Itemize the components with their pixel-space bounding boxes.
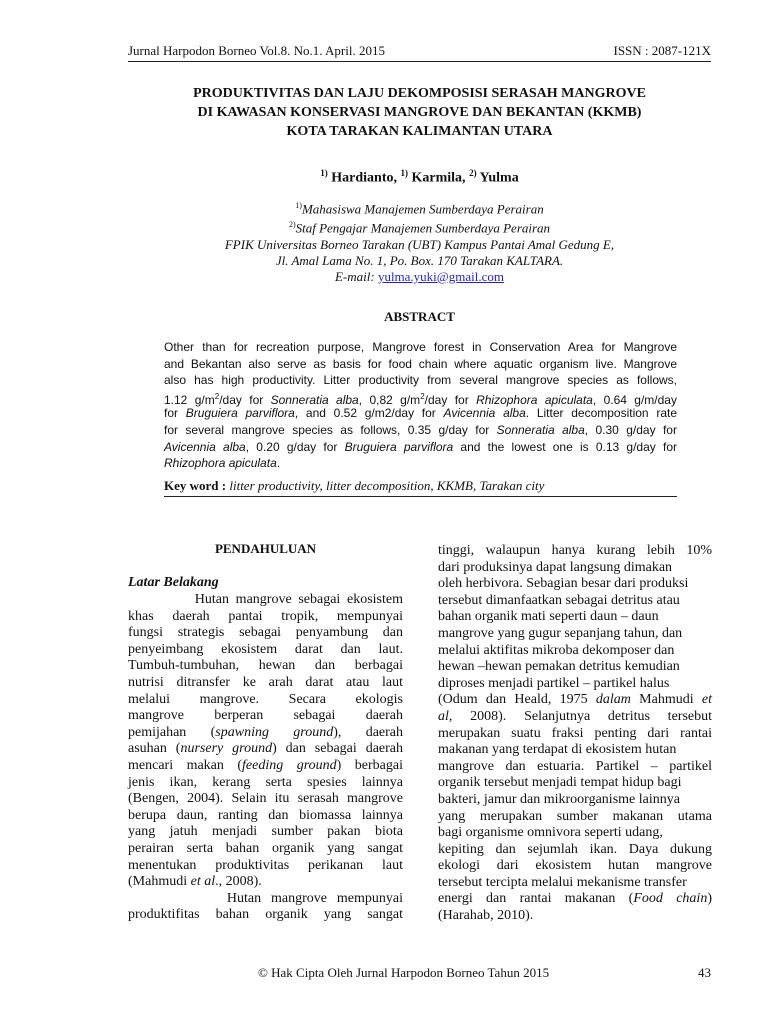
right-column-text: tinggi, walaupun hanya kurang lebih 10% dari produksinya dapat langsung dimakan oleh herbivora. Sebagian besar dari produksi tersebut dimanfaatkan sebagai detritus atau bahan organik mati seperti daun – daun mangrove yang gugur sepanjang tahun, dan melalui aktifitas mikroba dekomposer dan hewan –hewan pemakan detritus kemudian diproses menjadi partikel – partikel halus (Odum dan Heald, 1975 dalam Mahmudi et al, 2008). Selanjutnya detritus tersebut merupakan suatu fraksi penting dari rantai makanan yang terdapat di ekosistem hutan mangrove dan estuaria. Partikel – partikel organik tersebut menjadi tempat hidup bagi bakteri, jamur dan mikroorganisme lainnya yang merupakan sumber makanan utama bagi organisme omnivora seperti udang, kepiting dan sejumlah ikan. Daya dukung ekologi dari ekosistem hutan mangrove tersebut tercipta melalui mekanisme transfer energi dan rantai makanan (Food chain) (Harahab, 2010). [438, 543, 712, 924]
abstract-heading: ABSTRACT [384, 309, 455, 324]
keywords-rule [164, 496, 677, 497]
author-1: Hardianto, [331, 170, 398, 186]
keywords [164, 478, 677, 494]
keyword-list: litter productivity, litter decomposition, KKMB, Tarakan city [229, 478, 545, 493]
author-1-mark: 1) [320, 168, 328, 178]
author-3-mark: 2) [469, 168, 477, 178]
affil-3: FPIK Universitas Borneo Tarakan (UBT) Kampus Pantai Amal Gedung E, [224, 236, 615, 252]
affil-1: Mahasiswa Manajemen Sumberdaya Perairan [301, 201, 544, 217]
email-link[interactable]: yulma.yuki@gmail.com [377, 268, 505, 284]
copyright-notice: © Hak Cipta Oleh Jurnal Harpodon Borneo Tahun 2015 [258, 965, 550, 980]
author-2: Karmila, [411, 170, 466, 186]
author-list [128, 168, 711, 187]
affil-2: Staf Pengajar Manajemen Sumberdaya Perairan [295, 220, 551, 236]
abstract-body: Other than for recreation purpose, Mangrove forest in Conservation Area for Mangrove and Bekantan also serve as basis for food chain where aquatic organism live. Mangrove also has high productivity. Litter productivity from several mangrove species as follows, 1.12 $g/m^2$/day for Sonneratia alba, 0,82 $g/m^2$/day for Rhizophora apiculata, 0.64 g/m/day for Bruguiera parviflora, and 0.52 g/m2/day for Avicennia alba. Litter decomposition rate for several mangrove species as follows, 0.35 g/day for Sonneratia alba, 0.30 g/day for Avicennia alba, 0.20 g/day for Bruguiera parviflora and the lowest one is 0.13 g/day for Rhizophora apiculata. [164, 340, 677, 471]
title-line-3: KOTA TARAKAN KALIMANTAN UTARA [286, 124, 553, 139]
subsection-heading: Latar Belakang [128, 575, 219, 590]
title-line-1: PRODUKTIVITAS DAN LAJU DEKOMPOSISI SERASAH MANGROVE [193, 86, 646, 101]
journal-header: Jurnal Harpodon Borneo Vol.8. No.1. April. 2015 [128, 43, 385, 58]
author-2-mark: 1) [400, 168, 409, 178]
header-rule [128, 61, 711, 62]
left-column-text: Hutan mangrove sebagai ekosistem khas daerah pantai tropik, mempunyai fungsi strategis sebagai penyambung dan penyeimbang ekosistem darat dan laut. Tumbuh-tumbuhan, hewan dan berbagai nutrisi ditransfer ke arah darat atau laut melalui mangrove. Secara ekologis mangrove berperan sebagai daerah pemijahan (spawning ground), daerah asuhan (nursery ground) dan sebagai daerah mencari makan (feeding ground) berbagai jenis ikan, kerang serta spesies lainnya (Bengen, 2004). Selain itu serasah mangrove berupa daun, ranting dan biomassa lainnya yang jatuh menjadi sumber pakan biota perairan serta bahan organik yang sangat menentukan produktivitas perikanan laut (Mahmudi et al., 2008). Hutan mangrove mempunyai produktifitas bahan organik yang sangat [128, 592, 403, 923]
author-3: Yulma [479, 170, 519, 186]
affil-1-mark: 1) [295, 201, 302, 210]
affiliations [128, 198, 711, 285]
issn-header: ISSN : 2087-121X [613, 43, 711, 58]
email-label: E-mail: [334, 268, 375, 284]
keyword-label: Key word : [164, 478, 227, 493]
affil-2-mark: 2) [288, 220, 296, 230]
title-line-2: DI KAWASAN KONSERVASI MANGROVE DAN BEKANTAN (KKMB) [197, 105, 642, 120]
affil-4: Jl. Amal Lama No. 1, Po. Box. 170 Tarakan KALTARA. [275, 252, 564, 268]
section-heading: PENDAHULUAN [214, 541, 317, 556]
paper-title [128, 84, 711, 141]
page-number: 43 [698, 965, 711, 980]
